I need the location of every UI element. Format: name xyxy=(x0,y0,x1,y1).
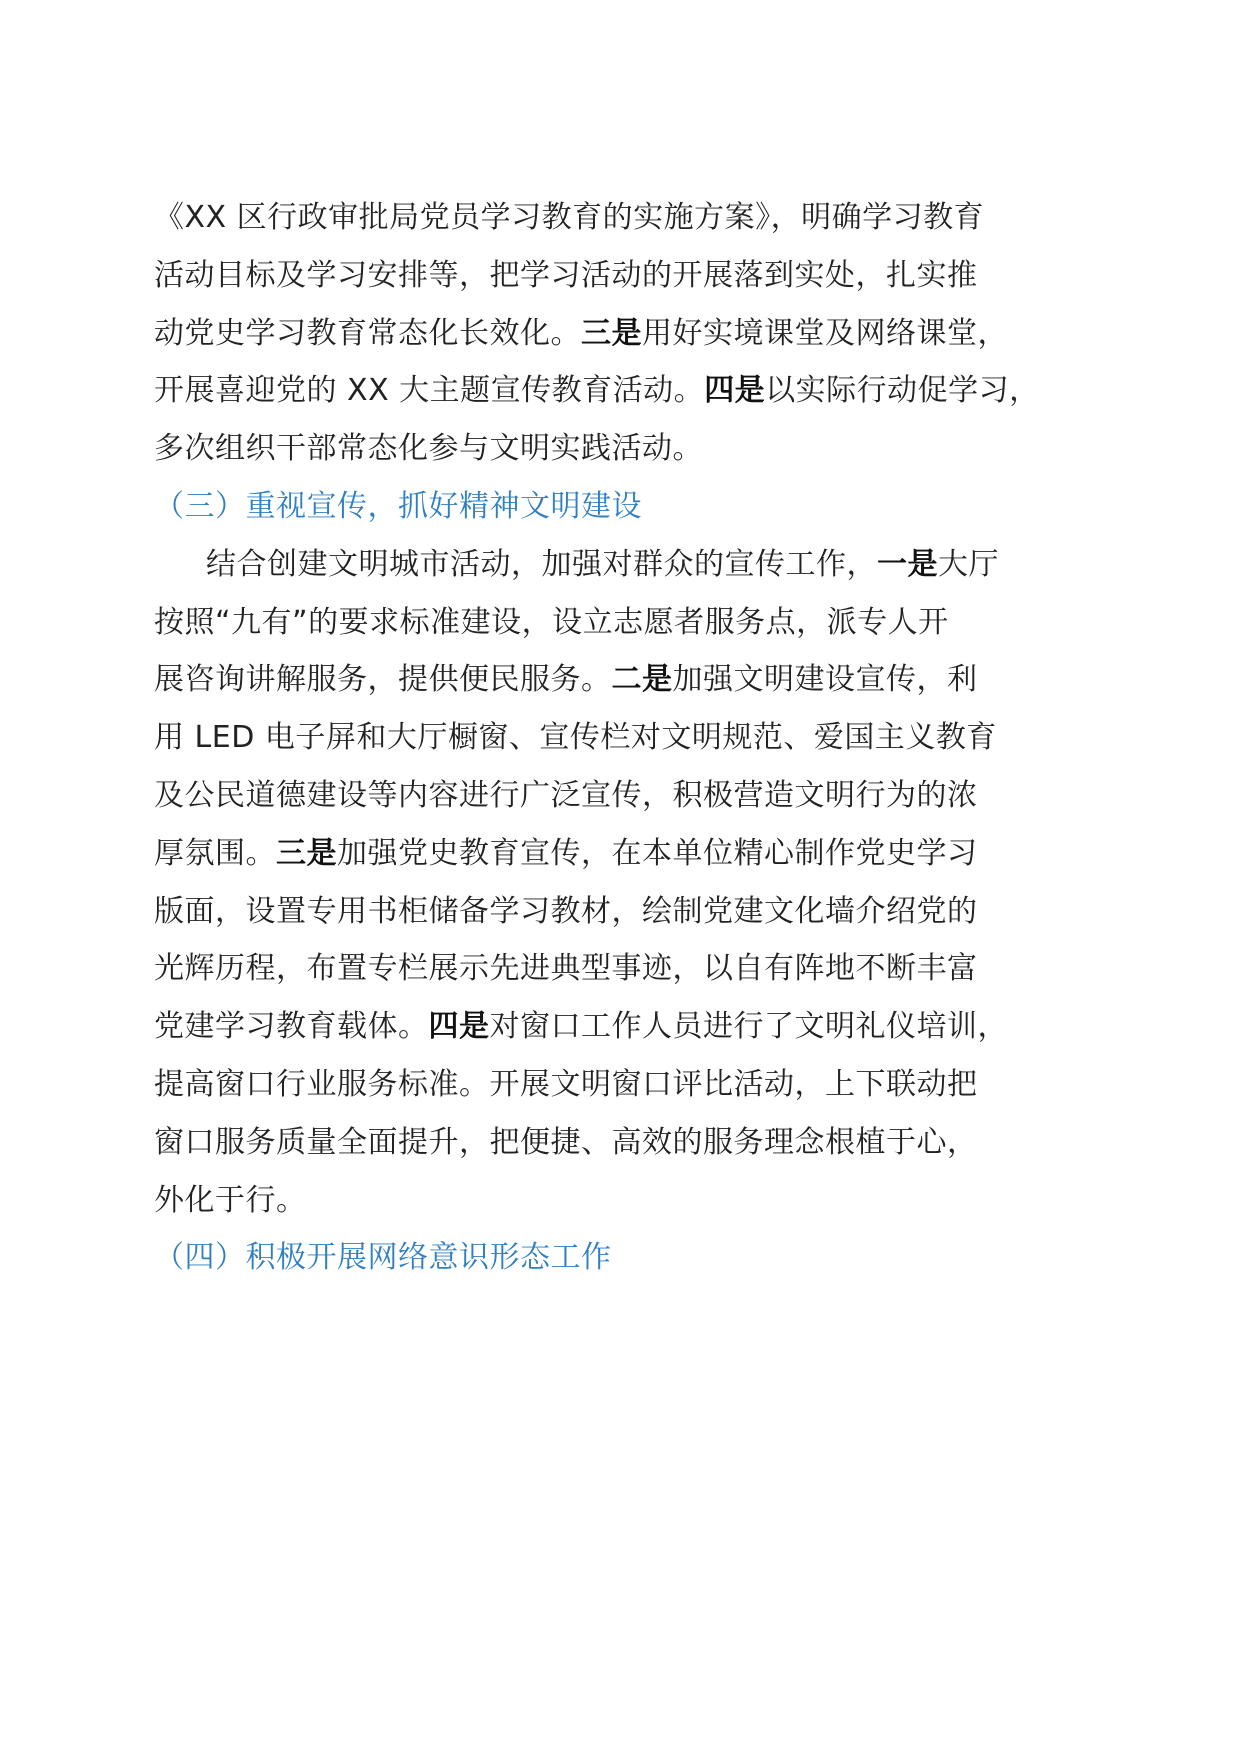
paragraph-line xyxy=(154,1123,978,1163)
text-run: 加强文明建设宣传，利 xyxy=(672,662,978,698)
emphasis-label: 一是 xyxy=(877,546,938,582)
paragraph-line xyxy=(154,371,1040,411)
paragraph-line xyxy=(154,660,978,700)
emphasis-label: 四是 xyxy=(704,373,766,409)
text-run: 动党史学习教育常态化长效化。 xyxy=(154,315,581,351)
paragraph-line xyxy=(154,892,978,932)
paragraph-line xyxy=(154,198,984,238)
paragraph-line xyxy=(154,776,978,816)
paragraph-line xyxy=(154,718,997,758)
text-run: 《XX 区行政审批局党员学习教育的实施方案》，明确学习教育 xyxy=(154,200,985,235)
text-run: 用 LED 电子屏和大厅橱窗、宣传栏对文明规范、爱国主义教育 xyxy=(154,720,997,756)
paragraph-line xyxy=(154,949,978,989)
text-run: 外化于行。 xyxy=(154,1182,307,1218)
emphasis-label: 二是 xyxy=(611,662,673,698)
text-run: 党建学习教育载体。 xyxy=(154,1009,429,1045)
text-run: 多次组织干部常态化参与文明实践活动。 xyxy=(154,431,703,467)
emphasis-label: 三是 xyxy=(276,835,337,871)
text-run: （四）积极开展网络意识形态工作 xyxy=(154,1240,612,1276)
paragraph-line xyxy=(154,1007,1008,1047)
text-run: 加强党史教育宣传，在本单位精心制作党史学习 xyxy=(337,835,978,871)
text-run: 光辉历程，布置专栏展示先进典型事迹，以自有阵地不断丰富 xyxy=(154,951,978,987)
paragraph-line xyxy=(154,429,703,469)
text-run: 开展喜迎党的 XX 大主题宣传教育活动。 xyxy=(154,373,705,409)
text-run: 提高窗口行业服务标准。开展文明窗口评比活动，上下联动把 xyxy=(154,1067,978,1102)
paragraph-line xyxy=(154,1065,978,1105)
paragraph-line xyxy=(154,603,949,643)
section-heading xyxy=(154,1238,612,1278)
section-heading xyxy=(154,487,642,527)
emphasis-label: 三是 xyxy=(581,315,642,351)
text-run: 展咨询讲解服务，提供便民服务。 xyxy=(154,662,612,698)
text-run: 活动目标及学习安排等，把学习活动的开展落到实处，扎实推 xyxy=(154,257,978,293)
paragraph-line xyxy=(154,1181,307,1221)
text-run: 按照“九有”的要求标准建设，设立志愿者服务点，派专人开 xyxy=(154,604,949,640)
text-run: 结合创建文明城市活动，加强对群众的宣传工作， xyxy=(206,546,877,582)
text-run: 厚氛围。 xyxy=(154,835,276,871)
paragraph-line xyxy=(154,256,978,296)
text-run: 以实际行动促学习， xyxy=(765,373,1040,409)
paragraph-line xyxy=(206,545,999,585)
text-run: 及公民道德建设等内容进行广泛宣传，积极营造文明行为的浓 xyxy=(154,778,978,813)
text-run: 窗口服务质量全面提升，把便捷、高效的服务理念根植于心， xyxy=(154,1124,978,1160)
text-run: 版面，设置专用书柜储备学习教材，绘制党建文化墙介绍党的 xyxy=(154,893,978,929)
paragraph-line xyxy=(154,834,978,874)
emphasis-label: 四是 xyxy=(428,1009,490,1045)
paragraph-line xyxy=(154,314,1008,354)
text-run: 大厅 xyxy=(938,546,999,582)
text-run: 对窗口工作人员进行了文明礼仪培训， xyxy=(489,1009,1008,1045)
text-run: （三）重视宣传，抓好精神文明建设 xyxy=(154,489,642,524)
text-run: 用好实境课堂及网络课堂， xyxy=(642,315,1008,351)
